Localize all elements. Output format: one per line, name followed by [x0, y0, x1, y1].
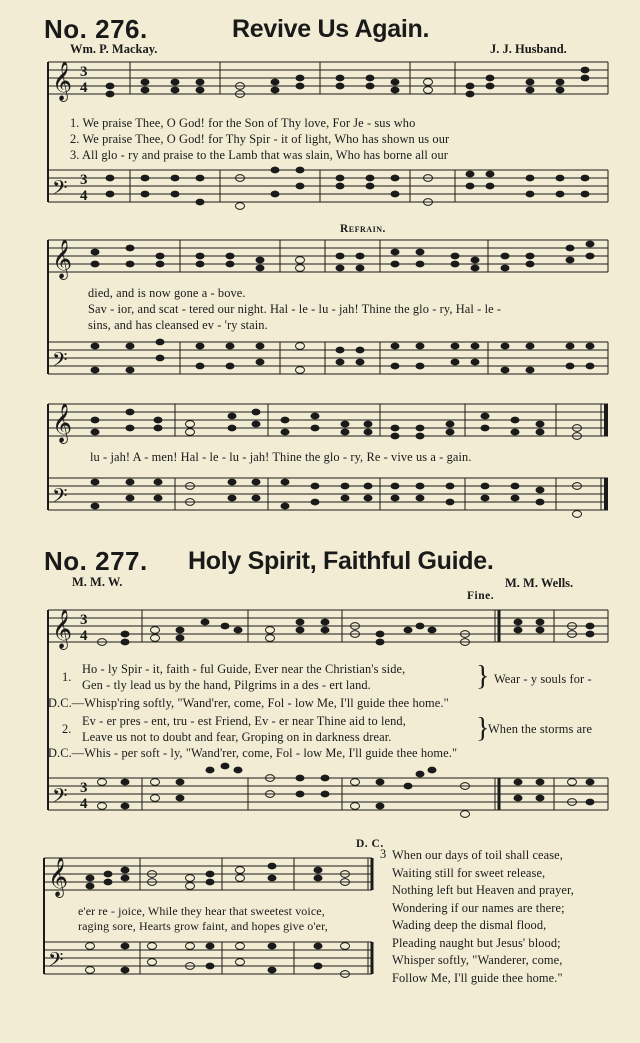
verse-1-line-1: 1. We praise Thee, O God! for the Son of Thy love, For Je - sus who: [70, 116, 416, 130]
svg-text:4: 4: [80, 796, 88, 812]
music-credit: M. M. Wells.: [505, 576, 574, 590]
verse-2-number: 2.: [62, 722, 72, 736]
continuation-line-2: raging sore, Hearts grow faint, and hopes give o'er,: [78, 919, 328, 933]
refrain-line-3: lu - jah! A - men! Hal - le - lu - jah! Thine the glo - ry, Re - vive us a - gain.: [90, 450, 472, 464]
svg-text:3: 3: [80, 172, 88, 188]
svg-text:𝄢: 𝄢: [52, 176, 68, 204]
stanza-3: [392, 847, 574, 987]
stanza-3-line: Nothing left but Heaven and prayer,: [392, 883, 574, 897]
stanza-3-line: Waiting still for sweet release,: [392, 865, 546, 880]
svg-text:3: 3: [80, 780, 88, 796]
svg-text:4: 4: [80, 188, 88, 204]
stanza-3-line: When our days of toil shall cease,: [392, 848, 563, 862]
verse-1-brace: }: [476, 661, 490, 692]
stanza-3-line: Wondering if our names are there;: [392, 900, 565, 915]
verse-1-line-2: died, and is now gone a - bove.: [88, 286, 246, 300]
verse-3-line-1: 3. All glo - ry and praise to the Lamb that was slain, Who has borne all our: [70, 148, 448, 162]
svg-text:𝄞: 𝄞: [52, 403, 73, 443]
dc-line-2: D.C.—Whis - per soft - ly, "Wand'rer, come, Fol - low Me, I'll guide thee home.": [48, 746, 458, 760]
stanza-3-line: Whisper softly, "Wanderer, come,: [392, 953, 563, 967]
svg-text:𝄞: 𝄞: [52, 239, 73, 279]
svg-text:4: 4: [80, 628, 88, 644]
svg-text:4: 4: [80, 80, 88, 96]
verse-3-line-2: sins, and has cleansed ev - 'ry stain.: [88, 318, 268, 332]
hymn-title: Revive Us Again.: [232, 15, 430, 43]
svg-text:𝄞: 𝄞: [52, 61, 73, 101]
svg-text:𝄢: 𝄢: [48, 948, 64, 976]
svg-text:𝄢: 𝄢: [52, 484, 68, 512]
verse-1-continuation: Wear - y souls for -: [494, 672, 592, 686]
verse-1-line-a: Ho - ly Spir - it, faith - ful Guide, Ever near the Christian's side,: [82, 662, 406, 676]
stanza-3-line: Pleading naught but Jesus' blood;: [392, 935, 561, 950]
dc-line-1: D.C.—Whisp'ring softly, "Wand'rer, come, Fol - low Me, I'll guide thee home.": [48, 696, 449, 710]
svg-text:𝄢: 𝄢: [52, 784, 68, 812]
stanza-3-line: Wading deep the dismal flood,: [392, 918, 547, 932]
verse-2-brace: }: [476, 713, 490, 744]
stanza-3-number: 3: [380, 847, 387, 861]
hymn-title: Holy Spirit, Faithful Guide.: [188, 547, 494, 575]
stanza-3-line: Follow Me, I'll guide thee home.": [392, 970, 563, 985]
music-credit: J. J. Husband.: [490, 42, 567, 56]
verse-2-line-2: Sav - ior, and scat - tered our night. Hal - le - lu - jah! Thine the glo - ry, Hal - le -: [88, 302, 502, 316]
svg-text:𝄢: 𝄢: [52, 348, 68, 376]
verse-1-number: 1.: [62, 670, 72, 684]
verse-1-line-b: Gen - tly lead us by the hand, Pilgrims in a des - ert land.: [82, 678, 371, 692]
continuation-line-1: e'er re - joice, While they hear that sweetest voice,: [78, 904, 325, 918]
fine-label: Fine.: [467, 590, 495, 602]
svg-text:𝄞: 𝄞: [52, 609, 73, 649]
svg-text:3: 3: [80, 64, 88, 80]
hymn-number: No. 277.: [44, 546, 148, 576]
dc-label: D. C.: [356, 838, 384, 850]
verse-2-line-a: Ev - er pres - ent, tru - est Friend, Ev - er near Thine aid to lend,: [82, 714, 406, 728]
refrain-label: Refrain.: [340, 223, 386, 235]
words-credit: Wm. P. Mackay.: [70, 42, 158, 56]
hymn-number: No. 276.: [44, 14, 148, 44]
svg-text:3: 3: [80, 612, 88, 628]
verse-2-continuation: When the storms are: [488, 722, 593, 736]
words-credit: M. M. W.: [72, 575, 123, 589]
verse-2-line-b: Leave us not to doubt and fear, Groping on in darkness drear.: [82, 730, 392, 744]
svg-text:𝄞: 𝄞: [48, 857, 69, 897]
verse-2-line-1: 2. We praise Thee, O God! for Thy Spir - it of light, Who has shown us our: [70, 132, 450, 146]
